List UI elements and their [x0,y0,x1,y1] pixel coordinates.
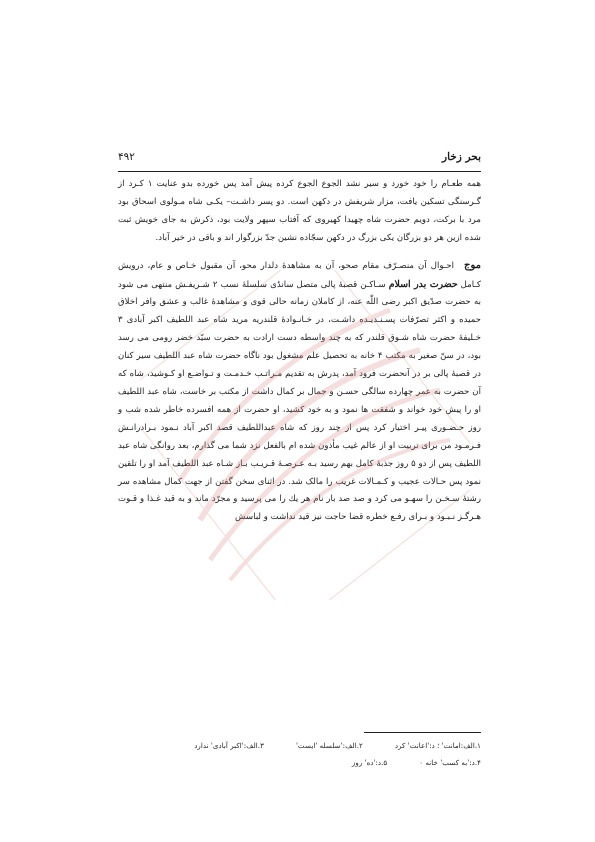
section-lead-word: موج [464,259,482,271]
running-title: بحر زخار [442,151,481,163]
running-header [118,151,481,169]
paragraph-1: همه طعـام را خود خورد و سیر نشد الجوع الجوع کرده پیش آمد پس خورده بدو عنایت ۱ کـرد از گـرسنگی تسکین یافت، مزار شریفش در دکهن است. دو پسر داشـت– یکـی شاه مـولوی اسحاق بود مرد با برکت، دویم حضرت شاه چهیدا کهیروی که آفتاب سپهر ولایت بود، ذکرش به جای خویش ثبت شده ازین هر دو بزرگان یکی بزرگ در دکهن سجّاده نشین جدّ بزرگوار اند و باقی در خیر آباد. [118,179,481,243]
footnotes [118,737,481,771]
footnote-2: ۲.الف:'سلسله 'ایست' [295,741,363,750]
paragraph-2 [118,257,481,528]
footnote-3: ۳.الف:'اکبر آبادی' ندارد [194,741,264,750]
footnote-row [118,737,481,754]
header-divider [118,171,481,172]
paragraph-2-part-1: احـوال آن منصـرّف مقام صحو، آن به مشاهدهٔ دلدار محو، آن مقبول خـاص و عام، درویش کـامل [118,260,481,290]
footnote-4: ۴.د:'به کسب' خانه ۰ [419,758,481,767]
highlighted-name: حضرت بدر اسلام [388,278,458,290]
footnote-5: ۵.د:'ده' روز [351,758,388,767]
footnote-row [118,754,481,771]
main-text [118,176,481,527]
footnote-divider [364,732,481,733]
footnote-1: ۱.الف:امانت' ؛ د:'اعانت' کرد [394,741,481,750]
page-number: ۴۹۲ [118,151,135,163]
paragraph-2-part-2: سـاکـن قصبهٔ پالی متصل سانڈی سلسلهٔ نسب ۲ شـریفـش منتهی می شود به حضرت صدّیق اکبر رضی اللّٰه عنه، از کاملان زمانه حالی قوی و مشاهدهٔ غالب و عشق وافر اخلاق حمیده و اکثر تصرّفات پسـنـدیـده داشـت، در خـانـوادهٔ قلندریه مرید شاه عبد اللطیف اکبر آبادی ۳ خـلیفهٔ حضرت شاه شـوق قلندر که به چند واسطه دست ارادت به حضرت سیّد خضر رومی می رسد بود، در سنّ صغیر به مکتب ۴ خانه به تحصیل علم مشغول بود ناگاه حضرت شاه عبد اللطیف سیر کنان در قصبهٔ پالی بر در آنحضرت فرود آمد، پدرش به تقدیم مـراتـب خـدمـت و تـواضـع او کـوشید، شاه که آن حضرت به عمر چهارده سالگی حسـن و جمال بر کمال داشت از مکتب بر خاست، شاه عبد اللطیف او را پیش خود خواند و شفقت ها نمود و به خود کشید، او حضرت از همه افسرده خاطر شده شب و روز حـضـوری پیـر اختیار کرد پس از چند روز که شاه عبداللطیف قصد اکبر آباد نـمود بـرادرانـش فـرمـود من برای تربیت او از عالم غیب مأذون شده ام بالفعل نزد شما می گذارم، بعد روانگی شاه عبد اللطیف پس از دو ۵ روز جذبهٔ کامل بهم رسید بـه عـرصـهٔ قـریـب بـاز شـاه عبد اللطیف آمد او را تلقین نمود پس حـالات عجیب و کـمـالات غریب را مالک شد. در اثنای سخن گفتن از جهت کمال مشاهده سر رشتهٔ سـخـن را سهـو می کرد و صد صد بار نام هر یك را می پرسید و مجرّد ماند و به قید غـذا و قـوت هـرگـز نـبـود و بـرای رفـع خطره قضا حاجت نیز قید نداشت و لباسش [118,279,482,523]
